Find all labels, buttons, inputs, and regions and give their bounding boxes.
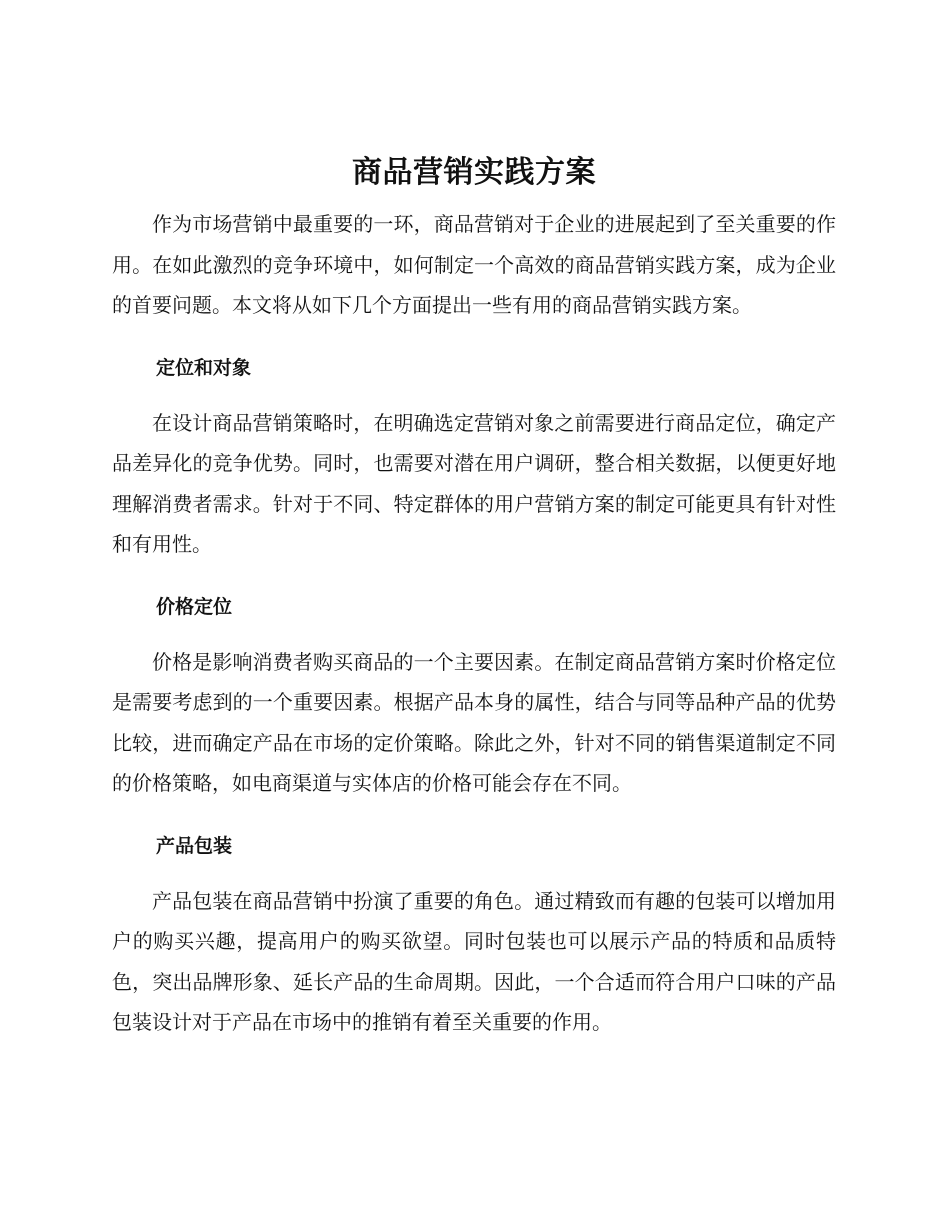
section-packaging: [112, 826, 836, 1043]
section-heading: 定位和对象: [156, 356, 252, 379]
section-paragraph: 产品包装在商品营销中扮演了重要的角色。通过精致而有趣的包装可以增加用户的购买兴趣，提高用户的购买欲望。同时包装也可以展示产品的特质和品质特色，突出品牌形象、延长产品的生命周期。因此，一个合适而符合用户口味的产品包装设计对于产品在市场中的推销有着至关重要的作用。: [112, 888, 836, 1034]
section-positioning: [112, 348, 836, 565]
section-paragraph: 在设计商品营销策略时，在明确选定营销对象之前需要进行商品定位，确定产品差异化的竞争优势。同时，也需要对潜在用户调研，整合相关数据，以便更好地理解消费者需求。针对于不同、特定群体的用户营销方案的制定可能更具有针对性和有用性。: [112, 410, 836, 556]
section-paragraph: 价格是影响消费者购买商品的一个主要因素。在制定商品营销方案时价格定位是需要考虑到的一个重要因素。根据产品本身的属性，结合与同等品种产品的优势比较，进而确定产品在市场的定价策略。除此之外，针对不同的销售渠道制定不同的价格策略，如电商渠道与实体店的价格可能会存在不同。: [112, 649, 836, 795]
intro-paragraph: 作为市场营销中最重要的一环，商品营销对于企业的进展起到了至关重要的作用。在如此激烈的竞争环境中，如何制定一个高效的商品营销实践方案，成为企业的首要问题。本文将从如下几个方面提出一些有用的商品营销实践方案。: [112, 212, 836, 317]
section-pricing: [112, 587, 836, 804]
document-title: 商品营销实践方案: [352, 155, 596, 190]
section-heading: 产品包装: [156, 834, 233, 857]
section-heading: 价格定位: [156, 595, 233, 618]
document-page: [112, 146, 836, 1043]
